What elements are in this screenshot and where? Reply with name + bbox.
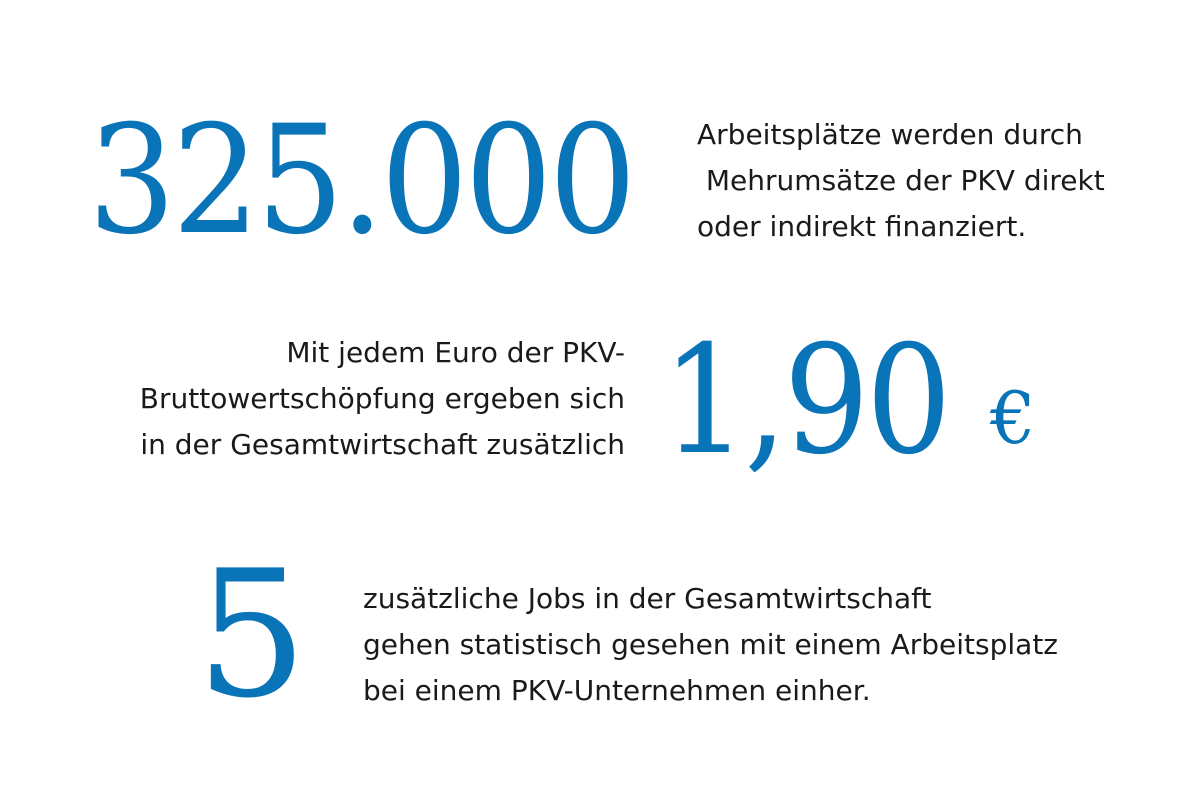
stat-value-additional-jobs: 5: [196, 534, 308, 737]
stat-description-value-added: [110, 330, 625, 468]
stat-value-jobs: 325.000: [88, 94, 633, 268]
stat-description-line: Mit jedem Euro der PKV-: [286, 336, 625, 369]
stat-description-line: zusätzliche Jobs in der Gesamtwirtschaft: [363, 582, 932, 615]
stat-description-jobs: [697, 112, 1105, 250]
stat-description-line: Arbeitsplätze werden durch: [697, 118, 1083, 151]
stat-description-line: oder indirekt finanziert.: [697, 210, 1027, 243]
euro-sign: €: [990, 376, 1036, 460]
stat-description-line: gehen statistisch gesehen mit einem Arbeitsplatz: [363, 628, 1058, 661]
stat-value-euro: 1,90: [662, 314, 949, 488]
stat-description-line: Bruttowertschöpfung ergeben sich: [139, 382, 625, 415]
stat-description-additional-jobs: [363, 576, 1058, 714]
stat-description-line: bei einem PKV-Unternehmen einher.: [363, 674, 871, 707]
stat-description-line: Mehrumsätze der PKV direkt: [697, 164, 1105, 197]
stat-description-line: in der Gesamtwirtschaft zusätzlich: [140, 428, 625, 461]
